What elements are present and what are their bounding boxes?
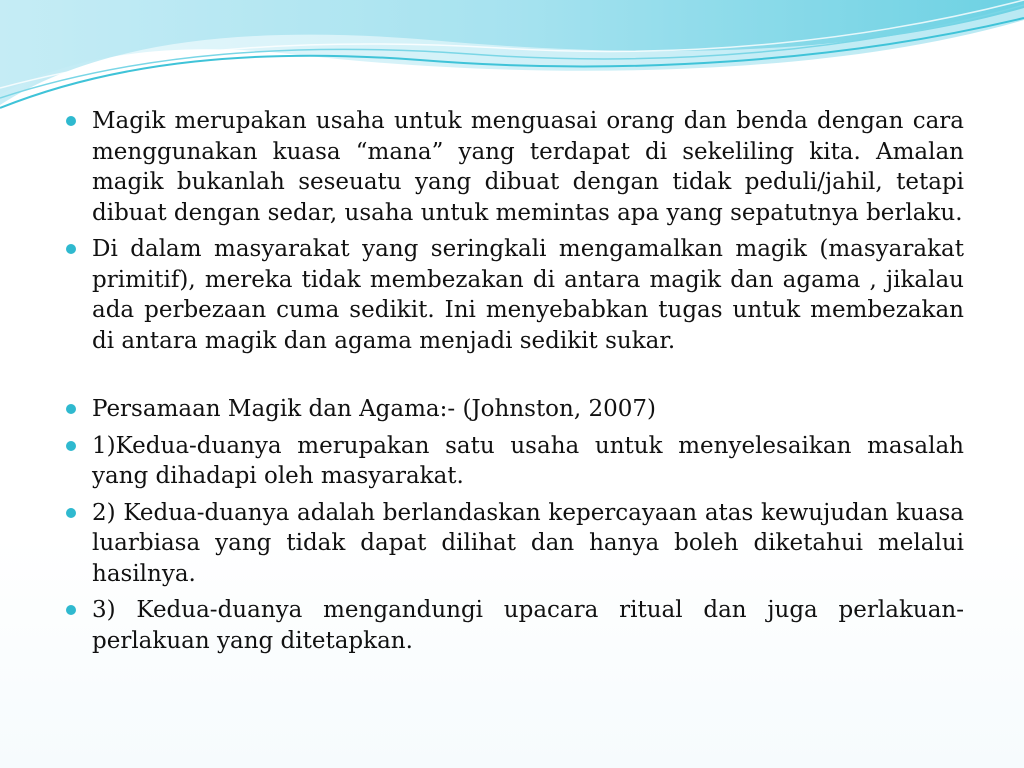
bullet-dot-icon bbox=[66, 508, 76, 518]
bullet-text: 1)Kedua-duanya merupakan satu usaha untuk menyelesaikan masalah yang dihadapi oleh masyarakat. bbox=[92, 432, 964, 489]
bullet-item bbox=[62, 498, 964, 590]
bullet-text: 3) Kedua-duanya mengandungi upacara ritual dan juga perlakuan-perlakuan yang ditetapkan. bbox=[92, 597, 964, 654]
bullet-item bbox=[62, 394, 964, 425]
bullet-text: 2) Kedua-duanya adalah berlandaskan kepercayaan atas kewujudan kuasa luarbiasa yang tidak dapat dilihat dan hanya boleh diketahui melalui hasilnya. bbox=[92, 499, 964, 587]
bullet-list bbox=[62, 106, 964, 662]
decorative-wave-header bbox=[0, 0, 1024, 120]
bullet-dot-icon bbox=[66, 605, 76, 615]
bullet-item bbox=[62, 431, 964, 492]
bullet-item bbox=[62, 595, 964, 656]
bullet-dot-icon bbox=[66, 404, 76, 414]
bullet-item bbox=[62, 106, 964, 228]
bullet-text: Persamaan Magik dan Agama:- (Johnston, 2007) bbox=[92, 396, 656, 422]
bullet-dot-icon bbox=[66, 116, 76, 126]
bullet-dot-icon bbox=[66, 244, 76, 254]
bullet-dot-icon bbox=[66, 441, 76, 451]
bullet-item bbox=[62, 234, 964, 356]
bullet-text: Magik merupakan usaha untuk menguasai orang dan benda dengan cara menggunakan kuasa “mana” yang terdapat di sekeliling kita. Amalan magik bukanlah seseuatu yang dibuat dengan tidak peduli/jahil, tetapi dibuat dengan sedar, usaha untuk memintas apa yang sepatutnya berlaku. bbox=[92, 108, 964, 226]
bullet-text: Di dalam masyarakat yang seringkali mengamalkan magik (masyarakat primitif), mereka tidak membezakan di antara magik dan agama , jikalau ada perbezaan cuma sedikit. Ini menyebabkan tugas untuk membezakan di antara magik dan agama menjadi sedikit sukar. bbox=[92, 236, 964, 354]
